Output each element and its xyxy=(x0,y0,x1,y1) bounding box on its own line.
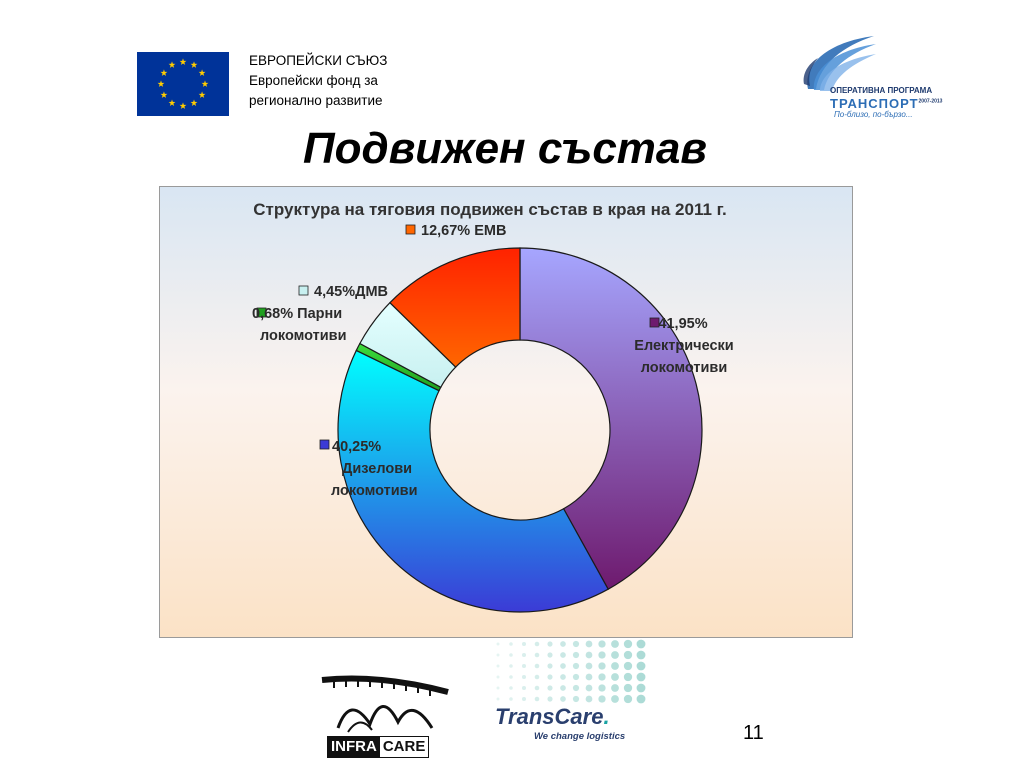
eu-line-3: регионално развитие xyxy=(249,93,383,108)
eu-star-icon xyxy=(191,99,198,106)
infracare-left: INFRA xyxy=(328,737,380,757)
slide-number: 11 xyxy=(743,722,764,744)
dot-icon xyxy=(624,640,632,648)
dot-icon xyxy=(598,673,605,680)
op-logo-line2 xyxy=(830,96,942,111)
eu-star-icon xyxy=(199,69,206,76)
eu-star-icon xyxy=(169,99,176,106)
transcare-name-text: TransCare xyxy=(495,704,604,729)
dot-icon xyxy=(637,684,646,693)
dot-icon xyxy=(509,642,513,646)
dot-icon xyxy=(522,675,526,679)
dot-icon xyxy=(535,675,540,680)
dot-icon xyxy=(522,686,526,690)
eu-star-icon xyxy=(199,91,206,98)
dot-icon xyxy=(598,651,605,658)
dot-icon xyxy=(573,663,579,669)
dot-icon xyxy=(509,697,513,701)
slice-label-1-line-2: Електрически xyxy=(634,338,734,354)
dot-icon xyxy=(560,685,566,691)
slice-label-4-line-1: 4,45%ДМВ xyxy=(314,284,388,300)
dot-icon xyxy=(509,686,513,690)
dot-icon xyxy=(573,674,579,680)
dot-icon xyxy=(509,664,513,668)
dot-icon xyxy=(611,673,619,681)
transcare-tagline: We change logistics xyxy=(534,731,626,742)
dot-icon xyxy=(560,652,566,658)
eu-star-icon xyxy=(180,102,187,109)
dot-icon xyxy=(560,663,566,669)
donut-chart-svg xyxy=(160,187,854,639)
op-logo-years: 2007-2013 xyxy=(918,98,943,105)
slice-label-3-line-1: 0,68% Парни xyxy=(252,306,343,322)
dot-icon xyxy=(509,675,513,679)
slice-2 xyxy=(338,350,608,612)
dot-icon xyxy=(586,696,593,703)
dot-icon xyxy=(611,662,619,670)
dot-icon xyxy=(624,695,632,703)
dot-icon xyxy=(586,641,593,648)
dot-icon xyxy=(535,642,540,647)
op-logo-line1: ОПЕРАТИВНА ПРОГРАМА xyxy=(830,86,933,95)
dot-icon xyxy=(535,686,540,691)
dot-icon xyxy=(535,653,540,658)
op-logo-transport: ТРАНСПОРТ xyxy=(830,96,919,111)
dot-icon xyxy=(637,662,646,671)
slice-label-2-line-1: 40,25% xyxy=(332,439,382,455)
slice-label-3-line-2: локомотиви xyxy=(260,328,347,344)
legend-marker-2 xyxy=(320,440,329,449)
dot-icon xyxy=(624,673,632,681)
chart-title: Структура на тяговия подвижен състав в края на 2011 г. xyxy=(253,200,727,219)
eu-star-icon xyxy=(158,80,165,87)
dot-icon xyxy=(611,684,619,692)
slice-label-1-line-3: локомотиви xyxy=(640,360,728,376)
dot-icon xyxy=(586,663,593,670)
eu-star-icon xyxy=(169,61,176,68)
dot-icon xyxy=(560,674,566,680)
dot-icon xyxy=(598,695,605,702)
legend-marker-4 xyxy=(299,286,308,295)
dot-icon xyxy=(522,653,526,657)
donut-chart xyxy=(159,186,853,638)
eu-line-1: ЕВРОПЕЙСКИ СЪЮЗ xyxy=(249,53,388,68)
eu-stars-icon xyxy=(137,52,229,116)
dot-icon xyxy=(624,662,632,670)
dot-icon xyxy=(586,652,593,659)
dot-icon xyxy=(535,697,540,702)
dot-icon xyxy=(624,651,632,659)
dot-icon xyxy=(497,687,500,690)
dot-icon xyxy=(547,685,552,690)
dot-icon xyxy=(497,676,500,679)
dot-icon xyxy=(598,684,605,691)
dot-icon xyxy=(637,651,646,660)
dot-icon xyxy=(560,696,566,702)
dot-icon xyxy=(637,673,646,682)
dot-icon xyxy=(573,685,579,691)
infracare-wordmark xyxy=(327,736,429,758)
slice-label-5-line-1: 12,67% ЕМВ xyxy=(421,223,507,239)
dot-icon xyxy=(497,643,500,646)
dot-icon xyxy=(573,652,579,658)
dot-icon xyxy=(637,640,646,649)
eu-fund-caption xyxy=(249,51,387,111)
slice-label-1-line-1: 41,95% xyxy=(658,316,708,332)
dot-icon xyxy=(547,641,552,646)
dot-icon xyxy=(547,663,552,668)
dot-icon xyxy=(611,651,619,659)
eu-star-icon xyxy=(161,91,168,98)
eu-star-icon xyxy=(202,80,209,87)
eu-star-icon xyxy=(161,69,168,76)
dot-icon xyxy=(497,698,500,701)
dot-icon xyxy=(547,696,552,701)
dot-icon xyxy=(598,662,605,669)
dot-icon xyxy=(573,696,579,702)
dot-icon xyxy=(547,674,552,679)
transcare-logo xyxy=(490,638,660,748)
slice-label-2-line-3: локомотиви xyxy=(331,483,418,499)
transcare-name: TransCare. xyxy=(495,704,610,729)
dot-icon xyxy=(497,665,500,668)
dot-icon xyxy=(522,664,526,668)
infracare-logo xyxy=(320,670,450,760)
dot-icon xyxy=(586,674,593,681)
dot-icon xyxy=(611,640,619,648)
dot-icon xyxy=(598,640,605,647)
legend-marker-5 xyxy=(406,225,415,234)
eu-line-2: Европейски фонд за xyxy=(249,73,378,88)
dot-icon xyxy=(586,685,593,692)
eu-star-icon xyxy=(180,58,187,65)
eu-star-icon xyxy=(191,61,198,68)
dot-icon xyxy=(509,653,513,657)
slice-label-2-line-2: Дизелови xyxy=(342,461,413,477)
dot-icon xyxy=(547,652,552,657)
dot-icon xyxy=(535,664,540,669)
page-title: Подвижен състав xyxy=(303,124,707,173)
dot-icon xyxy=(522,697,526,701)
op-logo-tagline: По-близо, по-бързо... xyxy=(834,110,913,119)
dot-icon xyxy=(497,654,500,657)
dot-icon xyxy=(624,684,632,692)
infracare-right: CARE xyxy=(380,737,429,757)
dot-icon xyxy=(611,695,619,703)
dot-icon xyxy=(560,641,566,647)
dot-icon xyxy=(637,695,646,704)
op-transport-logo xyxy=(796,34,956,124)
op-swoosh-icon xyxy=(798,34,878,94)
dot-icon xyxy=(522,642,526,646)
dot-icon xyxy=(573,641,579,647)
eu-flag-logo xyxy=(137,52,229,116)
